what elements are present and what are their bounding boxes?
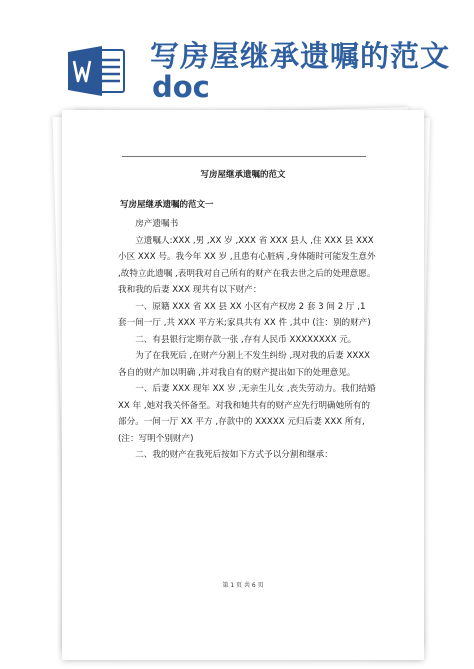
page-footer: 第 1 页 共 6 页 xyxy=(222,582,264,589)
paragraph: 一、后妻 XXX 现年 XX 岁 ,无亲生儿女 ,丧失劳动力。我们结婚 XX 年 ,她对我关怀备至。对我和她共有的财产应先行明确她所有的部分。一间一厅 XX 平方 ,存款中的 XXXXX 元归后妻 XXX 所有, (注：写明个别财产) xyxy=(118,384,376,444)
document-page xyxy=(62,110,424,660)
paragraph: 二、我的财产在我死后按如下方式予以分割和继承： xyxy=(118,450,333,460)
header xyxy=(0,0,474,118)
header-title: 写房屋继承遗嘱的范文 xyxy=(150,39,451,73)
document-title: 写房屋继承遗嘱的范文 xyxy=(200,170,286,180)
paragraph: 房产遗嘱书 xyxy=(118,219,179,229)
section-heading: 写房屋继承遗嘱的范文一 xyxy=(120,200,214,210)
paragraph: 一、原籍 XXX 省 XX 县 XX 小区有产权房 2 套 3 间 2 厅 ,1 套一间一厅 ,共 XXX 平方米;家具共有 XX 件 ,其中 (注：别的财产) xyxy=(118,301,371,328)
header-extension: doc xyxy=(152,70,210,104)
word-doc-icon xyxy=(68,46,126,96)
header-rule xyxy=(122,156,366,157)
paragraph: 二、有县银行定期存款一张 ,存有人民币 XXXXXXXX 元。 xyxy=(118,334,357,345)
paragraph: 立遗嘱人:XXX ,男 ,XX 岁 ,XXX 省 XXX 县人 ,住 XXX 县 XXX 小区 XXX 号。我今年 XX 岁 ,且患有心脏病 ,身体随时可能发生意外 ,故特立此遗嘱 ,表明我对自己所有的财产在我去世之后的处理意愿。我和我的后妻 XXX 现共有以下财产： xyxy=(118,235,376,295)
paragraph: 为了在我死后 ,在财产分割上不发生纠纷 ,现对我的后妻 XXXX 各自的财产加以明确 ,并对我自有的财产提出如下的处理意见。 xyxy=(118,351,371,378)
document-body xyxy=(118,216,376,464)
